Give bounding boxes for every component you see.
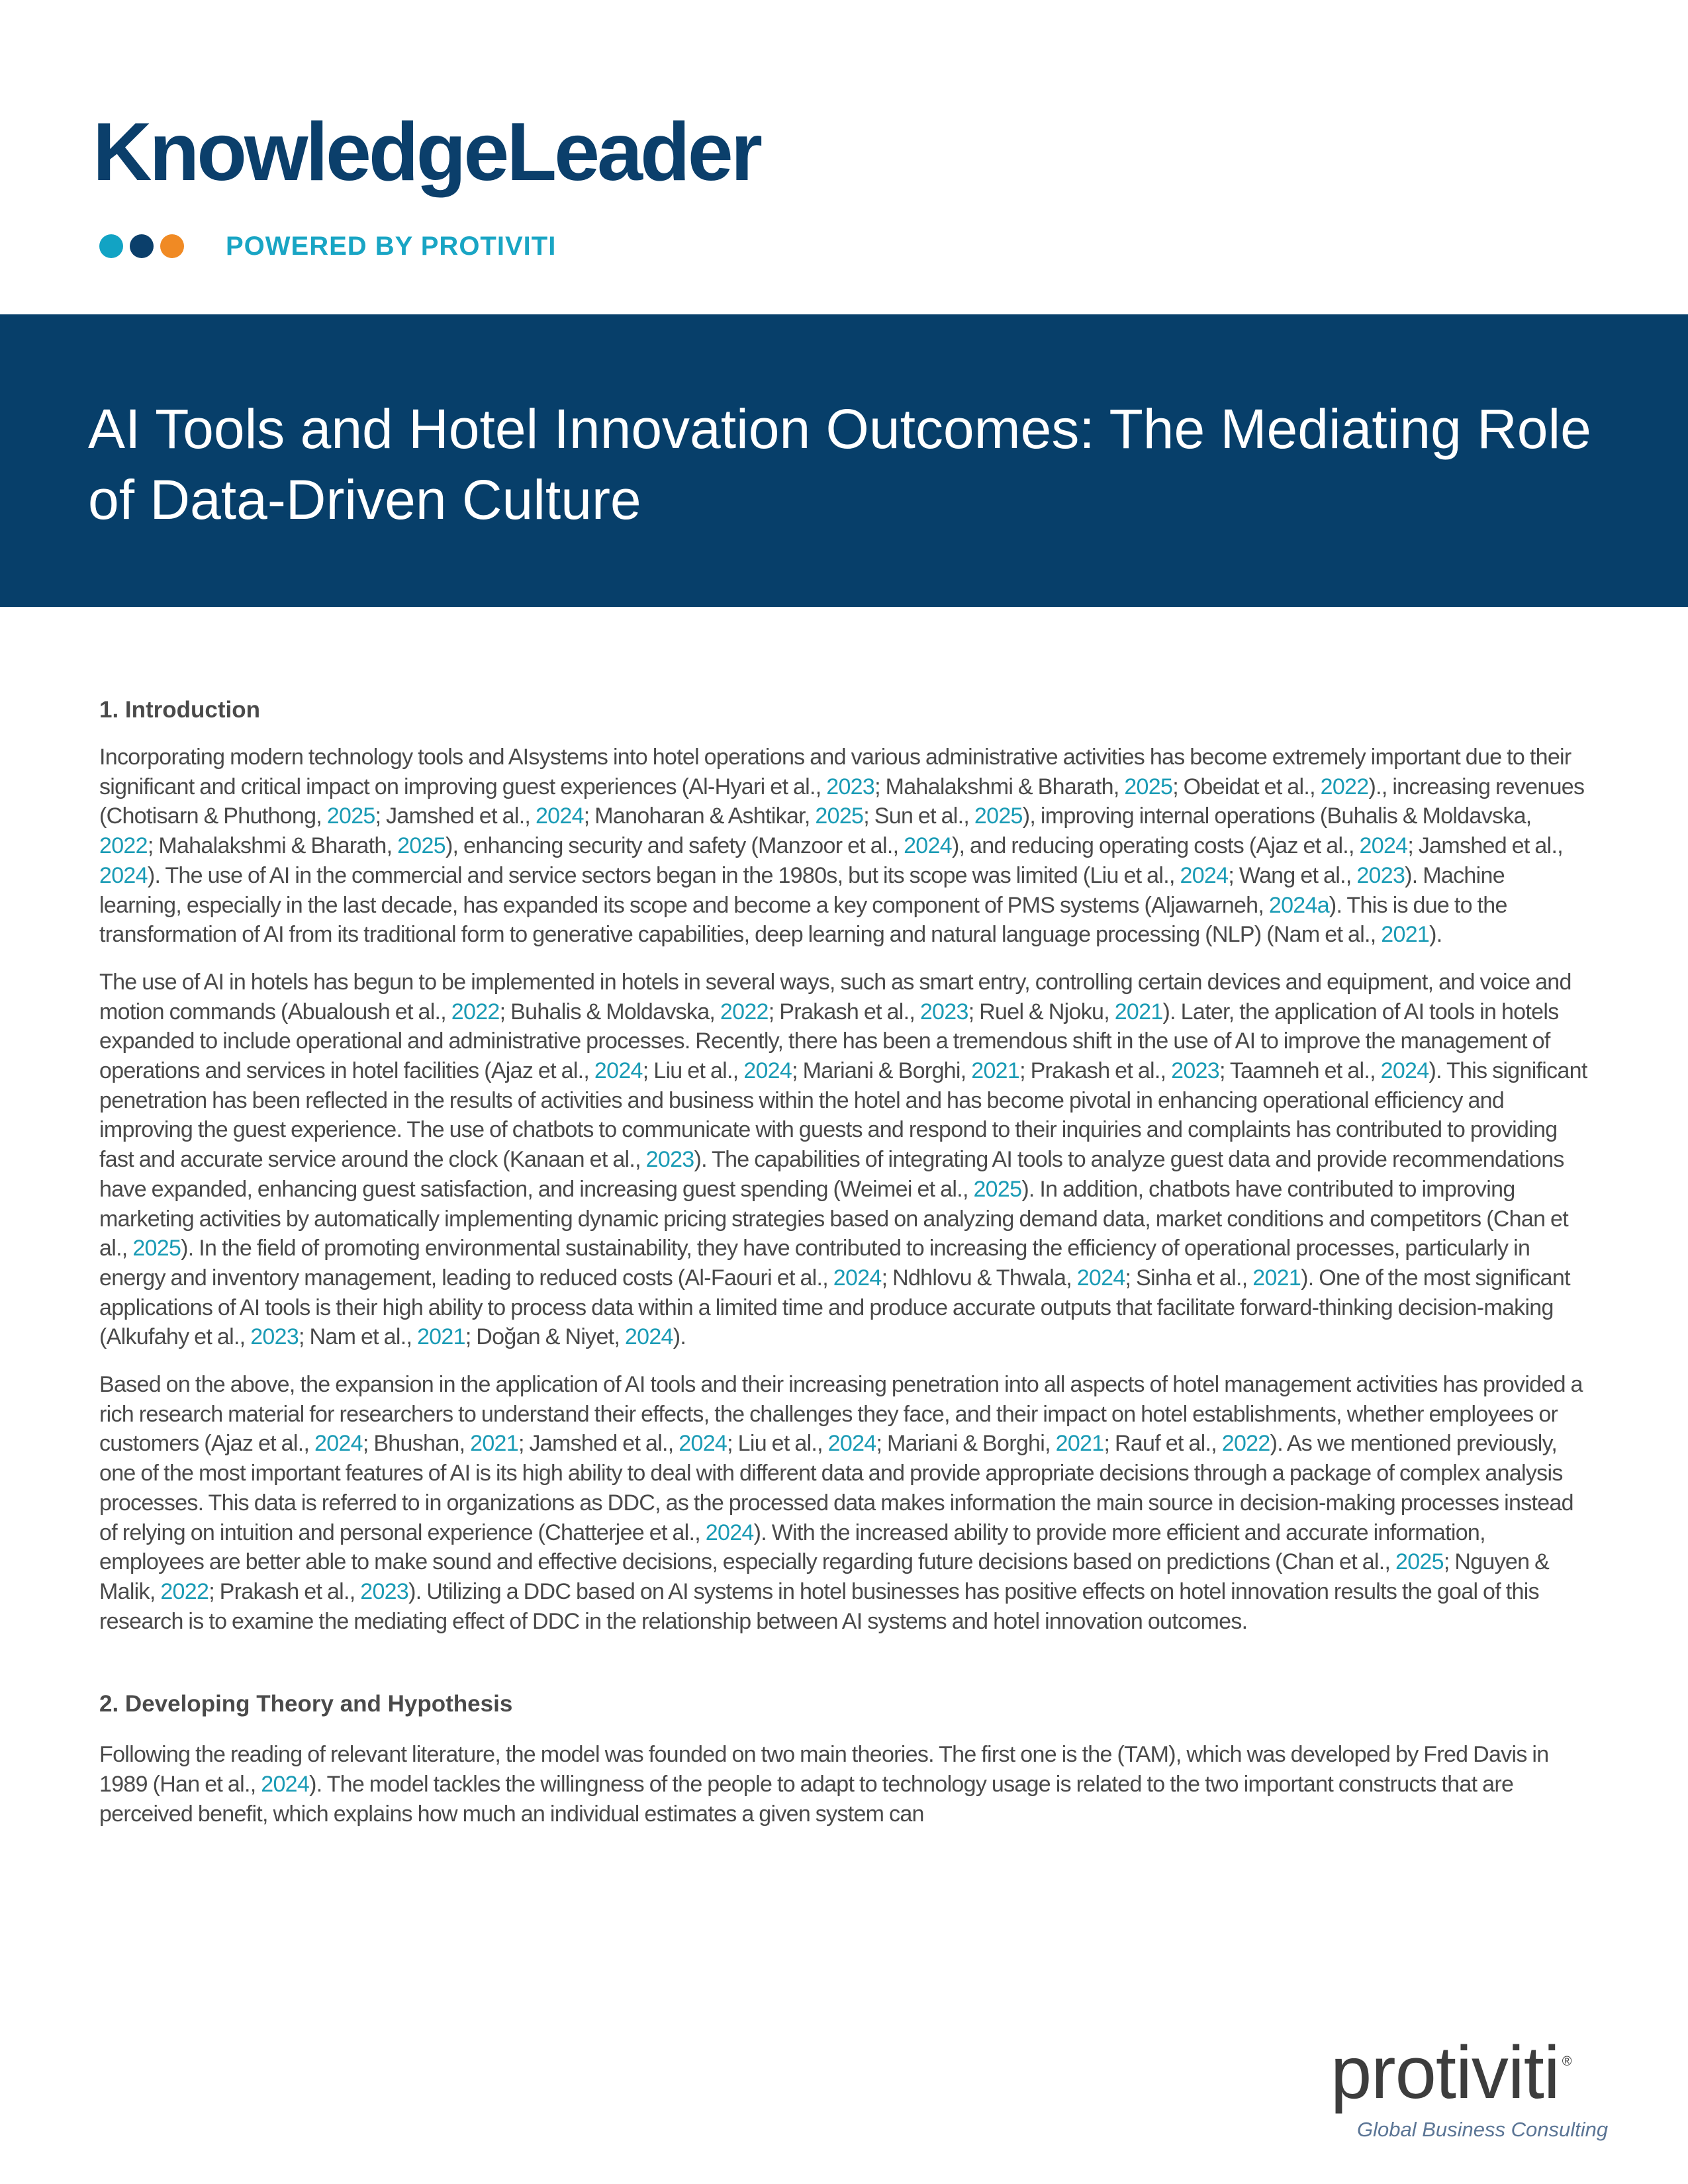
section-heading-introduction: 1. Introduction	[99, 697, 261, 723]
citation-link[interactable]: 2024	[624, 1324, 673, 1350]
paragraph-text: ; Prakash et al.,	[1019, 1058, 1172, 1084]
paragraph-text: ; Buhalis & Moldavska,	[499, 999, 720, 1024]
citation-link[interactable]: 2021	[1252, 1265, 1301, 1291]
paragraph-text: ; Rauf et al.,	[1103, 1431, 1222, 1457]
citation-link[interactable]: 2023	[919, 999, 968, 1024]
paragraph-text: ; Sinha et al.,	[1125, 1265, 1253, 1291]
brand-dots	[99, 234, 184, 258]
protiviti-wordmark: protiviti	[1331, 2031, 1560, 2114]
paragraph	[99, 743, 1589, 950]
citation-link[interactable]: 2023	[1356, 862, 1405, 888]
citation-link[interactable]: 2021	[416, 1324, 465, 1350]
paragraph-text: ). With the increased ability to provide more efficient and accurate information, employees are better able to make sound and effective decisions, especially regarding future decisions based on predictions (Chan et al.,	[99, 1520, 1485, 1575]
dot-icon-orange	[160, 234, 184, 258]
citation-link[interactable]: 2021	[470, 1431, 518, 1457]
paragraph-text: ; Jamshed et al.,	[375, 803, 536, 829]
citation-link[interactable]: 2021	[1381, 922, 1430, 948]
paragraph-text: ; Mariani & Borghi,	[792, 1058, 972, 1084]
citation-link[interactable]: 2024	[1359, 833, 1408, 859]
paragraph-text: ; Doğan & Niyet,	[465, 1324, 625, 1350]
paragraph-text: ). In addition, chatbots have contributed to improving marketing activities by automatically implementing dynamic pricing strategies based on analyzing demand data, market conditions and competitors (Chan et al.,	[99, 1176, 1569, 1261]
protiviti-wordmark-row	[1331, 2032, 1609, 2114]
citation-link[interactable]: 2024	[904, 833, 952, 859]
citation-link[interactable]: 2024	[743, 1058, 792, 1084]
dot-icon-teal	[99, 234, 123, 258]
paragraph-text: ). In the field of promoting environmental sustainability, they have contributed to increasing the efficiency of operational processes, particularly in energy and inventory management, leading to reduced costs (Al-Faouri et al.,	[99, 1236, 1530, 1291]
paragraph-text: ). The model tackles the willingness of the people to adapt to technology usage is related to the two important constructs that are perceived benefit, which explains how much an individual estimates a given system can	[99, 1772, 1514, 1827]
citation-link[interactable]: 2025	[974, 803, 1023, 829]
paragraph-text: ; Wang et al.,	[1228, 862, 1357, 888]
citation-link[interactable]: 2024	[1380, 1058, 1429, 1084]
paragraph-text: ; Liu et al.,	[642, 1058, 744, 1084]
paragraph-text: ; Nam et al.,	[299, 1324, 417, 1350]
paragraph-text: ; Sun et al.,	[863, 803, 974, 829]
citation-link[interactable]: 2024	[827, 1431, 876, 1457]
paragraph-text: ; Ndhlovu & Thwala,	[881, 1265, 1077, 1291]
citation-link[interactable]: 2024	[1076, 1265, 1125, 1291]
citation-link[interactable]: 2024	[99, 862, 148, 888]
citation-link[interactable]: 2023	[360, 1578, 409, 1604]
citation-link[interactable]: 2024	[705, 1520, 754, 1545]
paragraph-text: ). Utilizing a DDC based on AI systems in hotel businesses has positive effects on hotel innovation results the goal of this research is to examine the mediating effect of DDC in the relationship between AI systems and hotel innovation outcomes.	[99, 1578, 1539, 1634]
citation-link[interactable]: 2023	[826, 774, 875, 799]
paragraph-text: Following the reading of relevant literature, the model was founded on two main theories. The first one is the (TAM), which was developed by Fred Davis in 1989 (Han et al.,	[99, 1742, 1549, 1797]
paragraph-text: ). The capabilities of integrating AI tools to analyze guest data and provide recommendations have expanded, enhancing guest satisfaction, and increasing guest spending (Weimei et al.,	[99, 1147, 1564, 1202]
citation-link[interactable]: 2024	[679, 1431, 727, 1457]
knowledgeleader-logo: KnowledgeLeader	[93, 107, 760, 198]
paragraph-text: ).	[673, 1324, 686, 1350]
citation-link[interactable]: 2025	[397, 833, 445, 859]
paragraph-text: ), and reducing operating costs (Ajaz et al.,	[951, 833, 1360, 859]
citation-link[interactable]: 2021	[1114, 999, 1163, 1024]
paragraph-text: ; Mahalakshmi & Bharath,	[874, 774, 1125, 799]
citation-link[interactable]: 2024	[314, 1431, 363, 1457]
paragraph-text: ). Later, the application of AI tools in hotels expanded to include operational and administrative processes. Recently, there has been a tremendous shift in the use of AI to improve the management of operations and services in hotel facilities (Ajaz et al.,	[99, 999, 1559, 1084]
paragraph-text: ).	[1429, 922, 1442, 948]
paragraph-text: ; Prakash et al.,	[209, 1578, 361, 1604]
paragraph-text: ; Nguyen & Malik,	[99, 1549, 1550, 1604]
citation-link[interactable]: 2025	[132, 1236, 181, 1261]
paragraph-text: ; Mahalakshmi & Bharath,	[147, 833, 398, 859]
paragraph-text: ; Jamshed et al.,	[518, 1431, 679, 1457]
paragraph-text: ; Manoharan & Ashtikar,	[583, 803, 816, 829]
citation-link[interactable]: 2024	[594, 1058, 643, 1084]
paragraph-text: ), enhancing security and safety (Manzoor et al.,	[445, 833, 904, 859]
citation-link[interactable]: 2024	[261, 1772, 310, 1797]
protiviti-subtitle: Global Business Consulting	[1357, 2118, 1609, 2141]
citation-link[interactable]: 2021	[1055, 1431, 1104, 1457]
paragraph-text: ). One of the most significant applications of AI tools is their high ability to process data within a limited time and produce accurate outputs that facilitate forward-thinking decision-making (Alkufahy et al.,	[99, 1265, 1570, 1350]
paragraph-text: The use of AI in hotels has begun to be implemented in hotels in several ways, such as smart entry, controlling certain devices and equipment, and voice and motion commands (Abualoush et al.,	[99, 969, 1571, 1024]
citation-link[interactable]: 2024a	[1268, 892, 1329, 918]
dot-icon-navy	[130, 234, 154, 258]
powered-by-tagline: POWERED BY PROTIVITI	[226, 232, 557, 261]
citation-link[interactable]: 2022	[1221, 1431, 1270, 1457]
citation-link[interactable]: 2022	[720, 999, 769, 1024]
paragraph-text: ; Liu et al.,	[727, 1431, 828, 1457]
citation-link[interactable]: 2025	[973, 1176, 1022, 1202]
citation-link[interactable]: 2023	[250, 1324, 299, 1350]
citation-link[interactable]: 2025	[326, 803, 375, 829]
citation-link[interactable]: 2022	[160, 1578, 209, 1604]
section-heading-theory: 2. Developing Theory and Hypothesis	[99, 1691, 513, 1717]
paragraph	[99, 1370, 1589, 1636]
paragraph-text: ; Jamshed et al.,	[1407, 833, 1563, 859]
paragraph-text: ; Obeidat et al.,	[1172, 774, 1321, 799]
paragraph-text: Based on the above, the expansion in the application of AI tools and their increasing penetration into all aspects of hotel management activities has provided a rich research material for researchers to understand their effects, the challenges they face, and their impact on hotel establishments, whether employees or customers (Ajaz et al.,	[99, 1372, 1583, 1457]
citation-link[interactable]: 2025	[1124, 774, 1173, 799]
paragraph-text: ), improving internal operations (Buhalis & Moldavska,	[1022, 803, 1532, 829]
paragraph-text: ). As we mentioned previously, one of the most important features of AI is its high ability to deal with different data and provide appropriate decisions through a package of complex analysis processes. This data is referred to in organizations as DDC, as the processed data makes information the main source in decision-making processes instead of relying on intuition and personal experience (Chatterjee et al.,	[99, 1431, 1573, 1545]
registered-mark: ®	[1562, 2054, 1572, 2069]
article-body	[99, 695, 1589, 1829]
paragraph-text: ). This is due to the transformation of AI from its traditional form to generative capabilities, deep learning and natural language processing (NLP) (Nam et al.,	[99, 892, 1507, 948]
paragraph-text: ; Taamneh et al.,	[1219, 1058, 1381, 1084]
citation-link[interactable]: 2022	[1320, 774, 1369, 799]
paragraph-text: ; Bhushan,	[362, 1431, 471, 1457]
paragraph	[99, 968, 1589, 1352]
citation-link[interactable]: 2023	[1171, 1058, 1219, 1084]
citation-link[interactable]: 2024	[1180, 862, 1229, 888]
citation-link[interactable]: 2025	[815, 803, 864, 829]
paragraph-text: ). The use of AI in the commercial and service sectors began in the 1980s, but its scope was limited (Liu et al.,	[147, 862, 1180, 888]
protiviti-logo	[1331, 2032, 1609, 2142]
paragraph-text: ; Prakash et al.,	[768, 999, 920, 1024]
paragraph-text: ; Ruel & Njoku,	[968, 999, 1115, 1024]
citation-link[interactable]: 2023	[645, 1147, 694, 1173]
citation-link[interactable]: 2024	[833, 1265, 882, 1291]
paragraph-text: ). This significant penetration has been reflected in the results of activities and business within the hotel and has become pivotal in enhancing operational efficiency and improving the guest experience. The use of chatbots to communicate with guests and respond to their inquiries and complaints has contributed to providing fast and accurate service around the clock (Kanaan et al.,	[99, 1058, 1587, 1173]
citation-link[interactable]: 2022	[99, 833, 148, 859]
citation-link[interactable]: 2025	[1395, 1549, 1444, 1575]
title-banner	[0, 314, 1688, 607]
paragraph-text: ). Machine learning, especially in the last decade, has expanded its scope and become a key component of PMS systems (Aljawarneh,	[99, 862, 1505, 918]
paragraph-text: ; Mariani & Borghi,	[876, 1431, 1056, 1457]
paragraph-text: )., increasing revenues (Chotisarn & Phuthong,	[99, 774, 1585, 829]
citation-link[interactable]: 2024	[535, 803, 584, 829]
citation-link[interactable]: 2021	[971, 1058, 1020, 1084]
paragraph	[99, 1740, 1589, 1829]
citation-link[interactable]: 2022	[451, 999, 500, 1024]
paragraph-text: Incorporating modern technology tools and AIsystems into hotel operations and various administrative activities has become extremely important due to their significant and critical impact on improving guest experiences (Al-Hyari et al.,	[99, 745, 1571, 799]
document-title: AI Tools and Hotel Innovation Outcomes: The Mediating Role of Data-Driven Culture	[88, 398, 1591, 531]
